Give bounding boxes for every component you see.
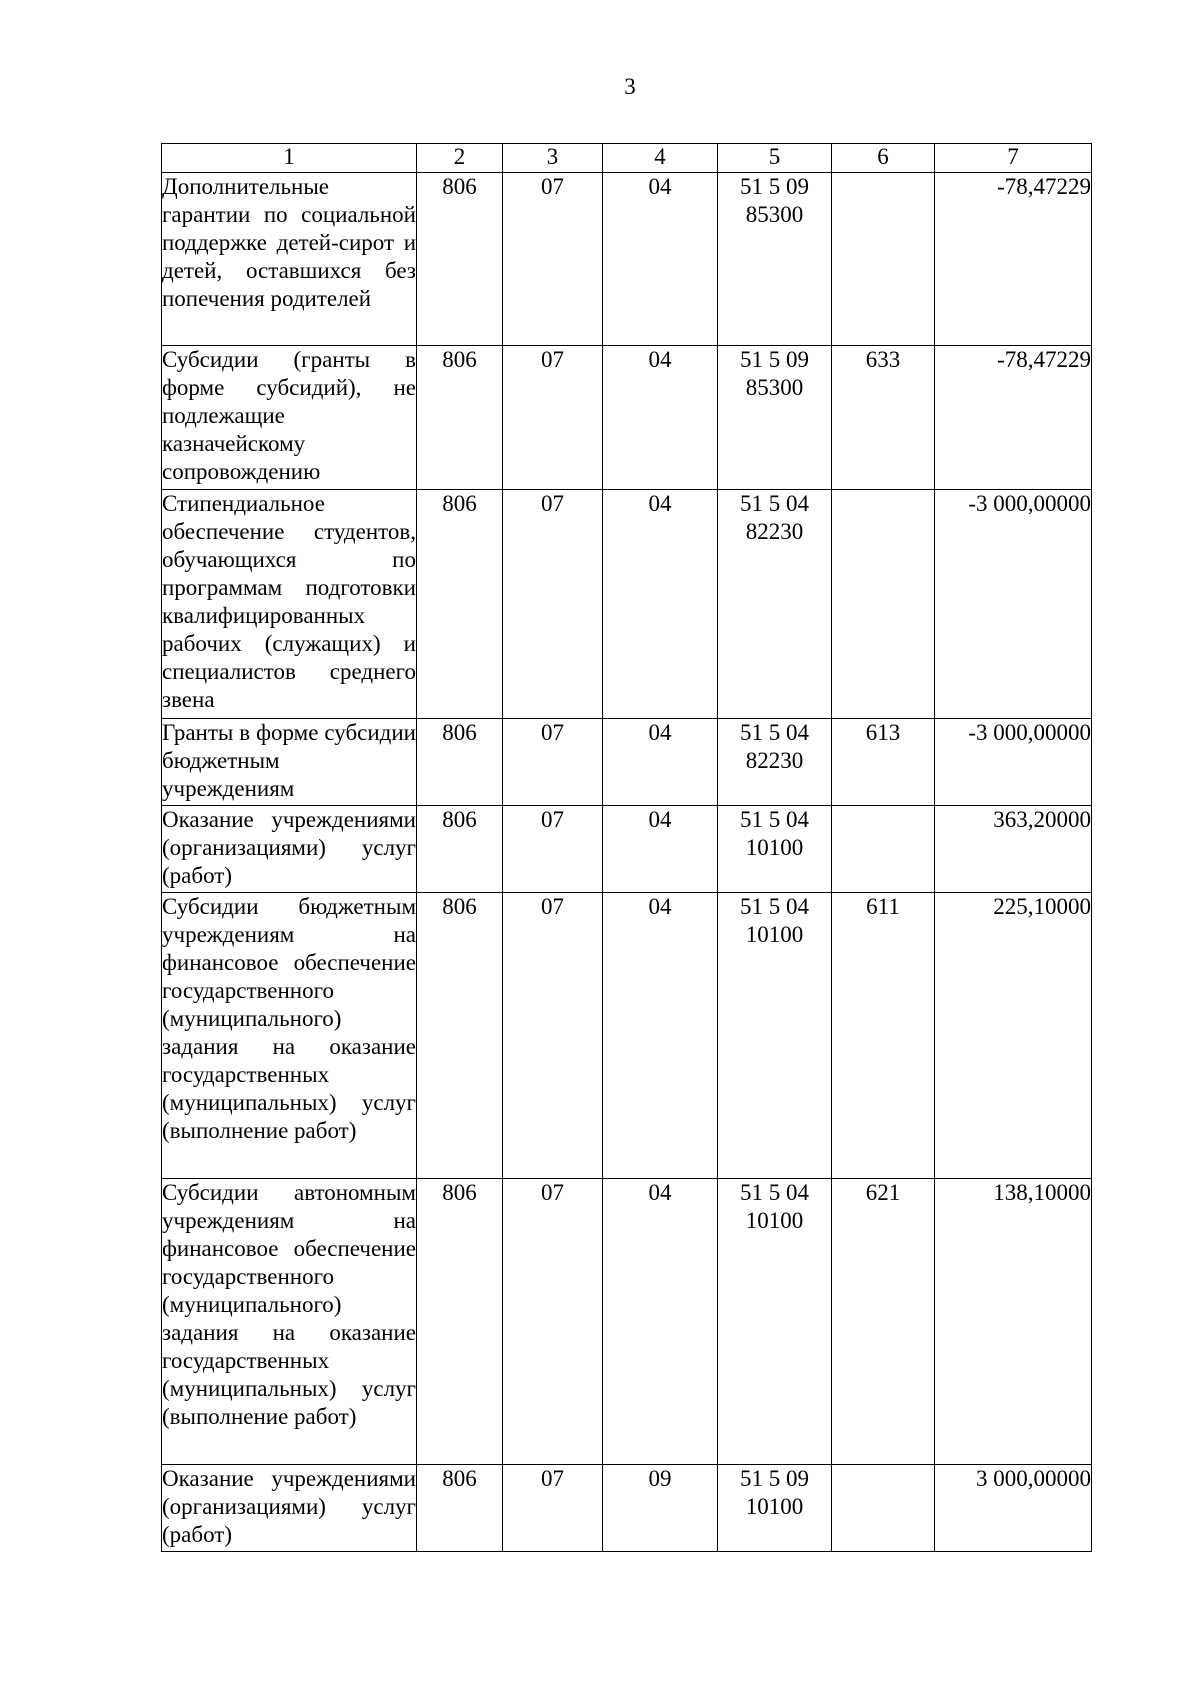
- admin-code: 806: [417, 173, 503, 346]
- table-row: [162, 1179, 1092, 1465]
- admin-code: 806: [417, 893, 503, 1179]
- amount: 3 000,00000: [935, 1465, 1092, 1552]
- table-header-row: [162, 144, 1092, 173]
- row-name: Стипендиальное обеспечение студентов, обучающихся по программам подготовки квалифицированных рабочих (служащих) и специалистов среднего звена: [162, 490, 417, 719]
- section-code: 07: [503, 490, 603, 719]
- subsection-code: 04: [603, 806, 718, 893]
- table-row: [162, 719, 1092, 806]
- column-header: 7: [935, 144, 1092, 173]
- amount: 363,20000: [935, 806, 1092, 893]
- column-header: 2: [417, 144, 503, 173]
- page-number: 3: [624, 74, 636, 99]
- row-name: Субсидии бюджетным учреждениям на финансовое обеспечение государственного (муниципального) задания на оказание государственных (муниципальных) услуг (выполнение работ): [162, 893, 417, 1179]
- amount: -78,47229: [935, 346, 1092, 490]
- admin-code: 806: [417, 1179, 503, 1465]
- amount: 225,10000: [935, 893, 1092, 1179]
- expense-type-code: 613: [832, 719, 935, 806]
- column-header: 6: [832, 144, 935, 173]
- target-code: 51 5 09 85300: [718, 346, 832, 490]
- amount: -3 000,00000: [935, 490, 1092, 719]
- target-code: 51 5 09 85300: [718, 173, 832, 346]
- subsection-code: 04: [603, 490, 718, 719]
- admin-code: 806: [417, 1465, 503, 1552]
- row-name: Дополнительные гарантии по социальной поддержке детей-сирот и детей, оставшихся без попечения родителей: [162, 173, 417, 346]
- section-code: 07: [503, 719, 603, 806]
- section-code: 07: [503, 173, 603, 346]
- table-row: [162, 1465, 1092, 1552]
- row-name: Субсидии автономным учреждениям на финансовое обеспечение государственного (муниципального) задания на оказание государственных (муниципальных) услуг (выполнение работ): [162, 1179, 417, 1465]
- row-name: Гранты в форме субсидии бюджетным учреждениям: [162, 719, 417, 806]
- budget-table: [161, 143, 1092, 1552]
- target-code: 51 5 09 10100: [718, 1465, 832, 1552]
- section-code: 07: [503, 1465, 603, 1552]
- subsection-code: 04: [603, 893, 718, 1179]
- section-code: 07: [503, 1179, 603, 1465]
- subsection-code: 04: [603, 173, 718, 346]
- section-code: 07: [503, 346, 603, 490]
- table-row: [162, 173, 1092, 346]
- target-code: 51 5 04 10100: [718, 806, 832, 893]
- column-header: 5: [718, 144, 832, 173]
- table-row: [162, 346, 1092, 490]
- table-row: [162, 893, 1092, 1179]
- expense-type-code: [832, 173, 935, 346]
- row-name: Субсидии (гранты в форме субсидий), не подлежащие казначейскому сопровождению: [162, 346, 417, 490]
- admin-code: 806: [417, 346, 503, 490]
- section-code: 07: [503, 806, 603, 893]
- admin-code: 806: [417, 490, 503, 719]
- table-row: [162, 806, 1092, 893]
- admin-code: 806: [417, 719, 503, 806]
- section-code: 07: [503, 893, 603, 1179]
- expense-type-code: 633: [832, 346, 935, 490]
- amount: -3 000,00000: [935, 719, 1092, 806]
- subsection-code: 04: [603, 346, 718, 490]
- expense-type-code: [832, 806, 935, 893]
- amount: -78,47229: [935, 173, 1092, 346]
- row-name: Оказание учреждениями (организациями) услуг (работ): [162, 806, 417, 893]
- column-header: 3: [503, 144, 603, 173]
- amount: 138,10000: [935, 1179, 1092, 1465]
- target-code: 51 5 04 10100: [718, 1179, 832, 1465]
- expense-type-code: [832, 490, 935, 719]
- expense-type-code: 611: [832, 893, 935, 1179]
- subsection-code: 04: [603, 1179, 718, 1465]
- target-code: 51 5 04 82230: [718, 490, 832, 719]
- expense-type-code: [832, 1465, 935, 1552]
- subsection-code: 04: [603, 719, 718, 806]
- row-name: Оказание учреждениями (организациями) услуг (работ): [162, 1465, 417, 1552]
- column-header: 4: [603, 144, 718, 173]
- target-code: 51 5 04 10100: [718, 893, 832, 1179]
- table-row: [162, 490, 1092, 719]
- admin-code: 806: [417, 806, 503, 893]
- subsection-code: 09: [603, 1465, 718, 1552]
- target-code: 51 5 04 82230: [718, 719, 832, 806]
- expense-type-code: 621: [832, 1179, 935, 1465]
- column-header: 1: [162, 144, 417, 173]
